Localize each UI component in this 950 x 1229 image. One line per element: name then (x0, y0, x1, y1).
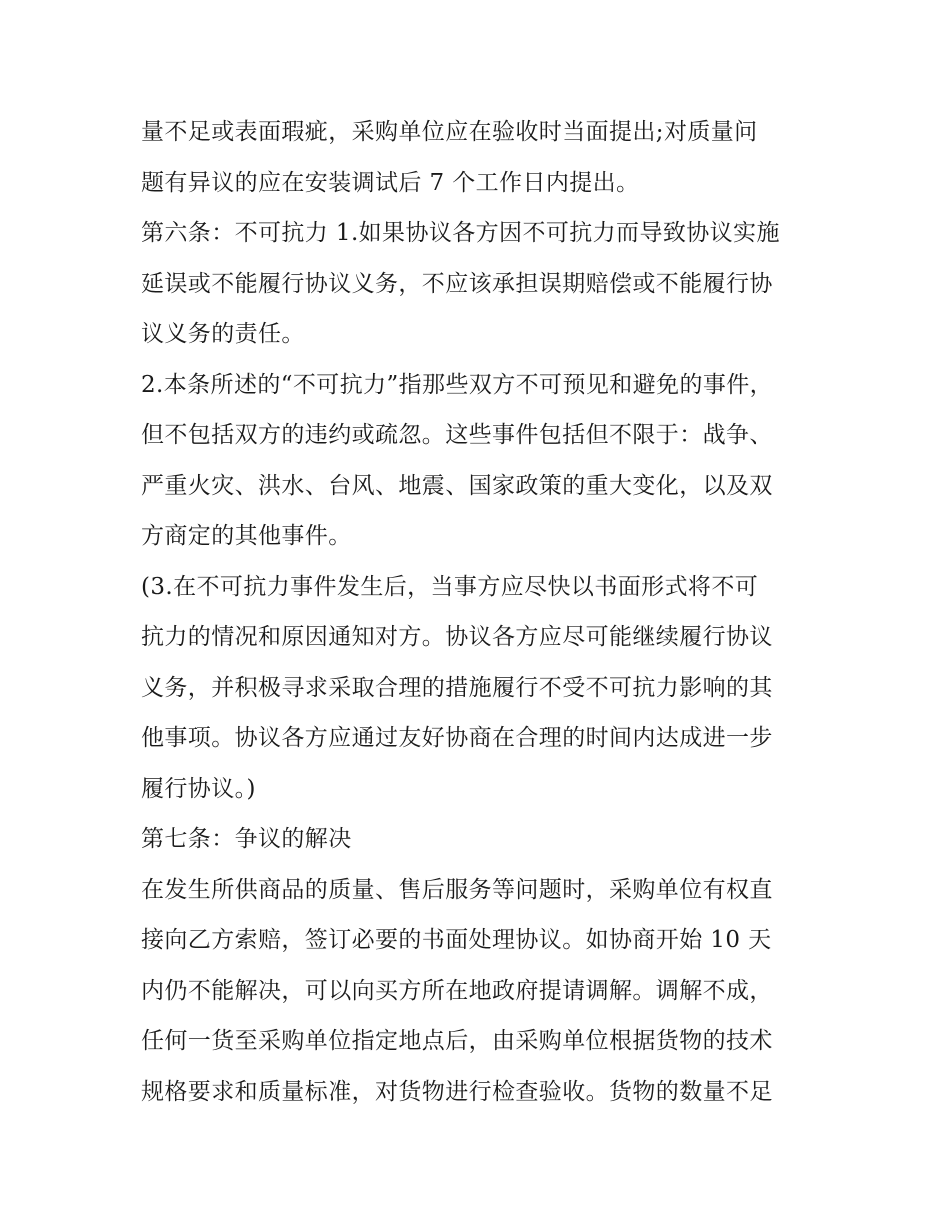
text-line: 议义务的责任。 (141, 321, 305, 347)
text-line: 义务，并积极寻求采取合理的措施履行不受不可抗力影响的其 (141, 674, 773, 701)
text-line: 接向乙方索赔，签订必要的书面处理协议。如协商开始 10 天 (141, 927, 772, 953)
text-line: 第七条：争议的解决 (141, 826, 352, 852)
body-text (141, 107, 821, 1117)
text-line: 但不包括双方的违约或疏忽。这些事件包括但不限于：战争、 (141, 422, 773, 448)
text-line: 他事项。协议各方应通过友好协商在合理的时间内达成进一步 (141, 725, 773, 751)
text-line: 题有异议的应在安装调试后 7 个工作日内提出。 (141, 169, 640, 196)
text-line: 方商定的其他事件。 (141, 523, 352, 549)
text-line: 在发生所供商品的质量、售后服务等问题时，采购单位有权直 (141, 876, 773, 903)
text-line: (3.在不可抗力事件发生后，当事方应尽快以书面形式将不可 (141, 573, 759, 600)
text-line: 任何一货至采购单位指定地点后，由采购单位根据货物的技术 (141, 1028, 773, 1054)
text-line: 第六条：不可抗力 1.如果协议各方因不可抗力而导致协议实施 (141, 220, 780, 246)
text-line: 严重火灾、洪水、台风、地震、国家政策的重大变化，以及双 (141, 472, 773, 499)
text-line: 规格要求和质量标准，对货物进行检查验收。货物的数量不足 (141, 1078, 773, 1105)
text-line: 抗力的情况和原因通知对方。协议各方应尽可能继续履行协议 (141, 624, 773, 650)
text-line: 延误或不能履行协议义务，不应该承担误期赔偿或不能履行协 (141, 270, 773, 297)
text-line: 2.本条所述的“不可抗力”指那些双方不可预见和避免的事件， (141, 371, 774, 398)
text-line: 履行协议。) (141, 775, 256, 802)
text-line: 量不足或表面瑕疵，采购单位应在验收时当面提出;对质量问 (141, 119, 758, 145)
text-line: 内仍不能解决，可以向买方所在地政府提请调解。调解不成， (141, 977, 773, 1004)
